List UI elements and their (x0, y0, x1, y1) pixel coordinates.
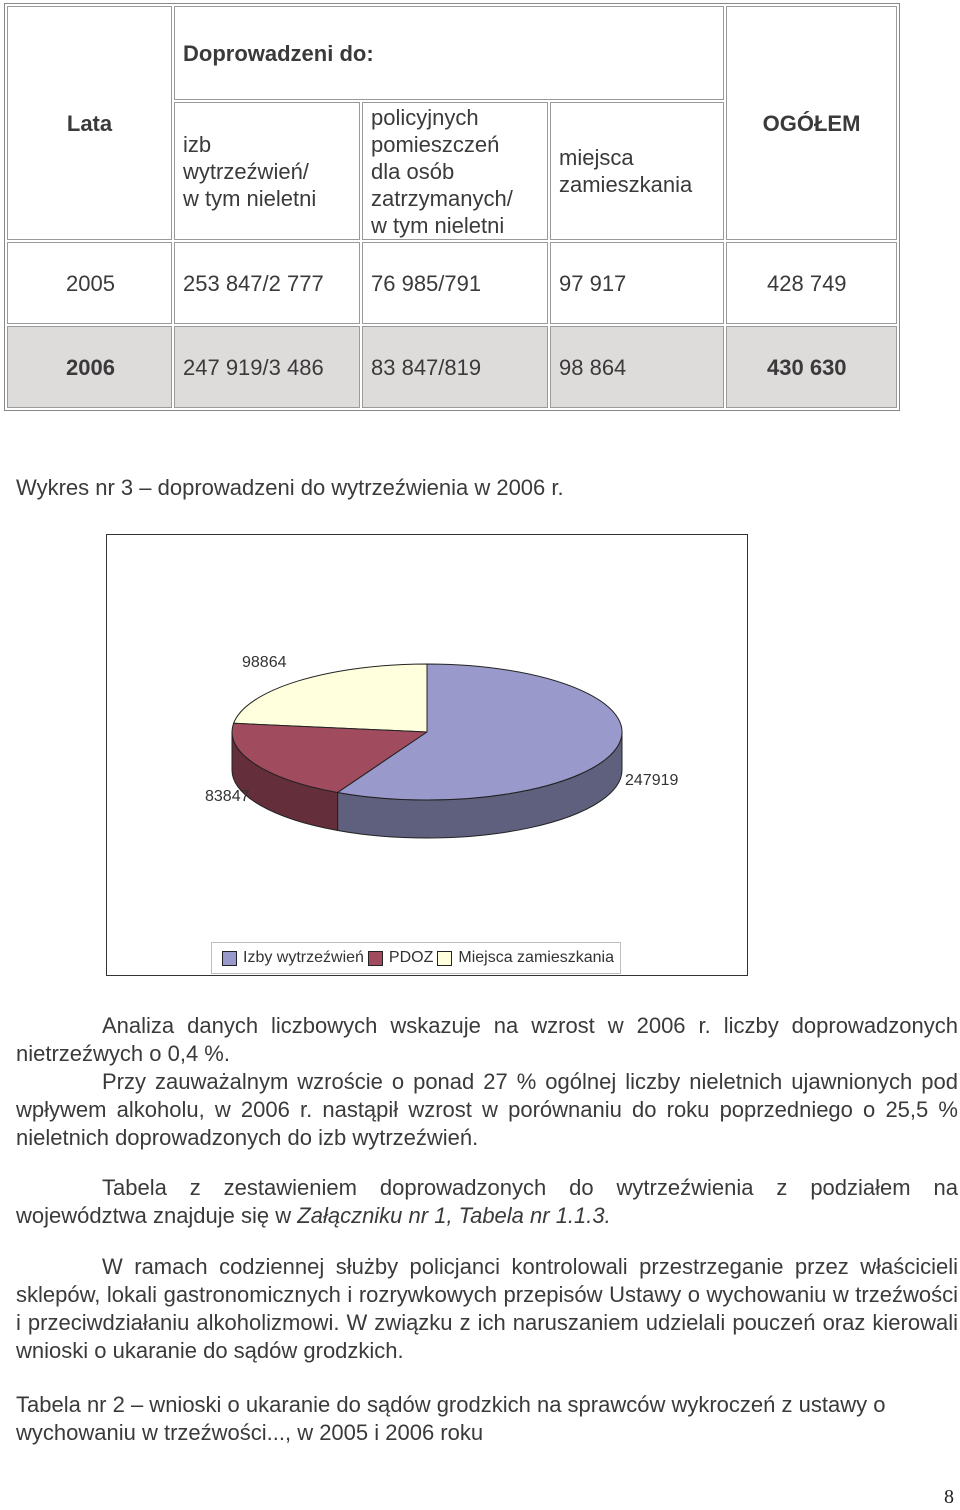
page-number: 8 (944, 1486, 954, 1508)
cell-miejsca: 97 917 (550, 242, 724, 324)
pie-chart (106, 534, 748, 976)
header-lata: Lata (7, 6, 172, 240)
pie-data-label: 247919 (625, 772, 679, 789)
paragraph: Przy zauważalnym wzroście o ponad 27 % ogólnej liczby nieletnich ujawnionych pod wpływem alkoholu, w 2006 r. nastąpił wzrost w porównaniu do roku poprzedniego o 25,5 % nieletnich doprowadzonych do izb wytrzeźwień. (16, 1069, 958, 1150)
pie-slice-miejsca (234, 664, 427, 732)
paragraph: Tabela z zestawieniem doprowadzonych do wytrzeźwienia z podziałem na województwa znajduje się w Załączniku nr 1, Tabela nr 1.1.3. (16, 1175, 958, 1228)
legend-label: Izby wytrzeźwień (243, 949, 364, 966)
pie-data-label: 83847 (205, 788, 250, 805)
paragraph: Analiza danych liczbowych wskazuje na wzrost w 2006 r. liczby doprowadzonych nietrzeźwych o 0,4 %. (16, 1013, 958, 1066)
header-izb: izb wytrzeźwień/ w tym nieletni (174, 102, 360, 240)
cell-year: 2006 (7, 326, 172, 408)
pie-chart-svg (107, 535, 747, 975)
legend-label: Miejsca zamieszkania (458, 949, 614, 966)
header-title: Doprowadzeni do: (174, 6, 724, 100)
cell-izb: 247 919/3 486 (174, 326, 360, 408)
legend-swatch (437, 951, 452, 966)
pie-data-label: 98864 (242, 654, 287, 671)
cell-pol: 76 985/791 (362, 242, 548, 324)
legend-label: PDOZ (388, 949, 434, 966)
legend-swatch (368, 951, 383, 966)
cell-ogolem: 428 749 (726, 242, 897, 324)
header-miejsca: miejsca zamieszkania (550, 102, 724, 240)
table-caption: Tabela nr 2 – wnioski o ukaranie do sądów grodzkich na sprawców wykroczeń z ustawy o wychowaniu w trzeźwości..., w 2005 i 2006 roku (16, 1392, 886, 1445)
table-row (7, 242, 897, 324)
header-ogolem: OGÓŁEM (726, 6, 897, 240)
legend-item (433, 949, 614, 967)
header-policyjnych: policyjnych pomieszczeń dla osób zatrzymanych/ w tym nieletni (362, 102, 548, 240)
data-table (4, 3, 900, 411)
chart-caption: Wykres nr 3 – doprowadzeni do wytrzeźwienia w 2006 r. (16, 475, 564, 500)
legend-item (218, 949, 364, 967)
legend-swatch (222, 951, 237, 966)
cell-ogolem: 430 630 (726, 326, 897, 408)
table-row (7, 326, 897, 408)
paragraph: W ramach codziennej służby policjanci kontrolowali przestrzeganie przez właścicieli sklepów, lokali gastronomicznych i rozrywkowych przepisów Ustawy o wychowaniu w trzeźwości i przeciwdziałaniu alkoholizmowi. W związku z ich naruszaniem udzielali pouczeń oraz kierowali wnioski o ukaranie do sądów grodzkich. (16, 1254, 958, 1363)
cell-miejsca: 98 864 (550, 326, 724, 408)
cell-izb: 253 847/2 777 (174, 242, 360, 324)
attachment-reference: Załączniku nr 1, Tabela nr 1.1.3. (297, 1203, 611, 1228)
cell-year: 2005 (7, 242, 172, 324)
legend-item (364, 949, 433, 967)
chart-legend (211, 942, 621, 974)
cell-pol: 83 847/819 (362, 326, 548, 408)
